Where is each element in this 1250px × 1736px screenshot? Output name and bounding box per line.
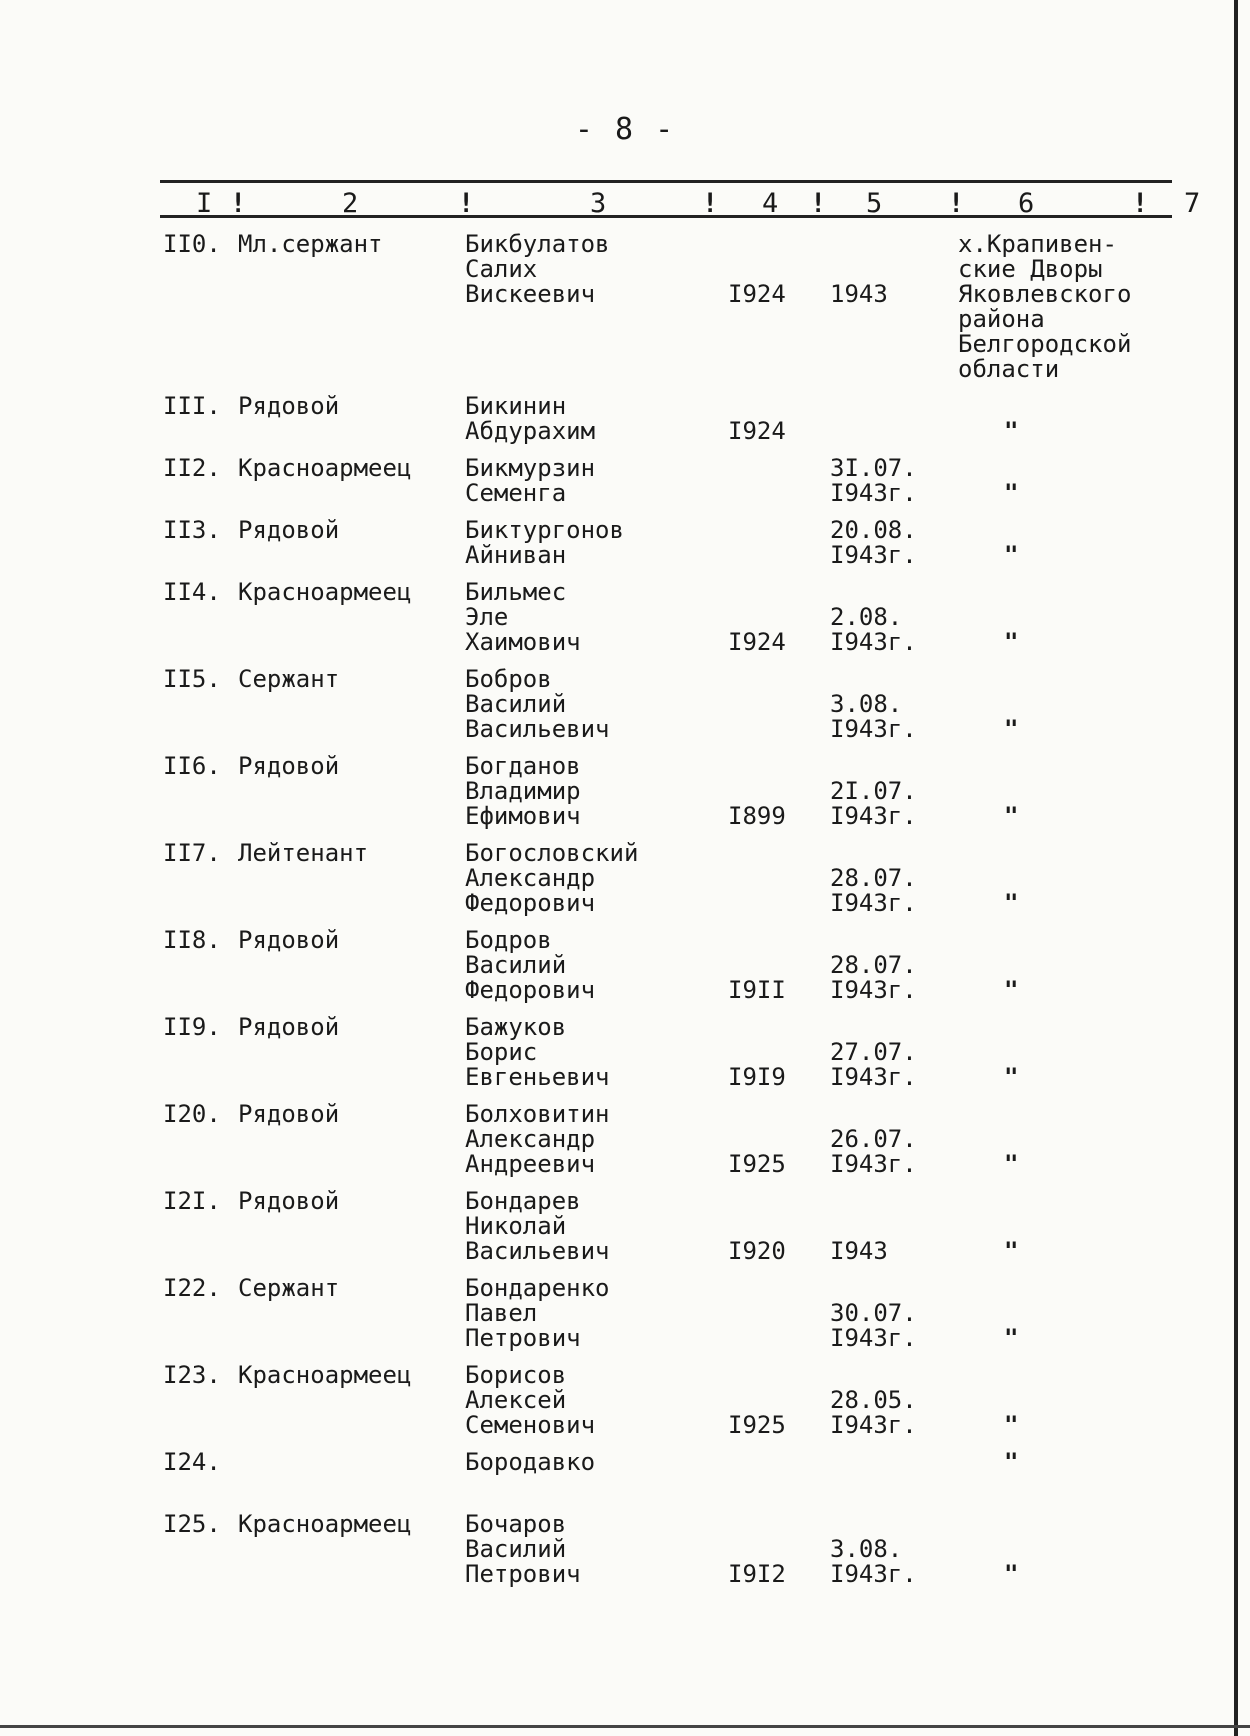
name-line: Богословский [465, 839, 639, 867]
death-date-line: I943г. [830, 802, 917, 830]
row-number: II4. [163, 578, 221, 606]
ditto-mark: " [1004, 1063, 1019, 1091]
name-line: Александр [465, 864, 596, 892]
row-number: I23. [163, 1361, 221, 1389]
name-line: Федорович [465, 889, 596, 917]
death-date-line: I943 [830, 1237, 888, 1265]
name-line: Василий [465, 951, 567, 979]
rank: Рядовой [238, 926, 340, 954]
column-header-2: 2 [342, 188, 359, 219]
rank: Рядовой [238, 1187, 340, 1215]
birth-year: I920 [728, 1237, 786, 1265]
rank: Красноармеец [238, 454, 412, 482]
name-line: Евгеньевич [465, 1063, 610, 1091]
row-number: I20. [163, 1100, 221, 1128]
death-date-line: I943г. [830, 541, 917, 569]
row-number: II2. [163, 454, 221, 482]
death-date-line: 28.07. [830, 951, 917, 979]
ditto-mark: " [1004, 802, 1019, 830]
ditto-mark: " [1004, 715, 1019, 743]
rank: Рядовой [238, 392, 340, 420]
name-line: Бикмурзин [465, 454, 596, 482]
rank: Красноармеец [238, 1510, 412, 1538]
rank: Рядовой [238, 516, 340, 544]
birth-year: I924 [728, 628, 786, 656]
birth-year: I9II [728, 976, 786, 1004]
name-line: Вискеевич [465, 280, 596, 308]
name-line: Бикбулатов [465, 230, 610, 258]
rank: Сержант [238, 1274, 340, 1302]
rank: Красноармеец [238, 578, 412, 606]
ditto-mark: " [1004, 1411, 1019, 1439]
ditto-mark: " [1004, 479, 1019, 507]
burial-place-line: района [958, 305, 1045, 333]
column-separator: ! [702, 188, 719, 219]
name-line: Владимир [465, 777, 581, 805]
row-number: II8. [163, 926, 221, 954]
name-line: Салих [465, 255, 538, 283]
name-line: Абдурахим [465, 417, 596, 445]
death-date-line: 2I.07. [830, 777, 917, 805]
name-line: Семенга [465, 479, 567, 507]
column-header-6: 6 [1018, 188, 1035, 219]
birth-year: I925 [728, 1411, 786, 1439]
name-line: Богданов [465, 752, 581, 780]
name-line: Бородавко [465, 1448, 596, 1476]
name-line: Бочаров [465, 1510, 567, 1538]
birth-year: I924 [728, 280, 786, 308]
rank: Сержант [238, 665, 340, 693]
burial-place-line: ские Дворы [958, 255, 1103, 283]
column-header-4: 4 [762, 188, 779, 219]
name-line: Бобров [465, 665, 552, 693]
row-number: II7. [163, 839, 221, 867]
name-line: Эле [465, 603, 509, 631]
name-line: Алексей [465, 1386, 567, 1414]
name-line: Борисов [465, 1361, 567, 1389]
ditto-mark: " [1004, 889, 1019, 917]
death-date-line: 28.07. [830, 864, 917, 892]
row-number: II0. [163, 230, 221, 258]
row-number: I2I. [163, 1187, 221, 1215]
name-line: Ефимович [465, 802, 581, 830]
name-line: Федорович [465, 976, 596, 1004]
death-date-line: 27.07. [830, 1038, 917, 1066]
burial-place-line: Белгородской [958, 330, 1132, 358]
page-bottom-line [0, 1725, 1250, 1728]
name-line: Васильевич [465, 715, 610, 743]
name-line: Василий [465, 690, 567, 718]
death-date-line: I943г. [830, 628, 917, 656]
row-number: I22. [163, 1274, 221, 1302]
name-line: Василий [465, 1535, 567, 1563]
ditto-mark: " [1004, 1560, 1019, 1588]
column-separator: ! [948, 188, 965, 219]
name-line: Бодров [465, 926, 552, 954]
row-number: I24. [163, 1448, 221, 1476]
name-line: Петрович [465, 1324, 581, 1352]
burial-place-line: области [958, 355, 1060, 383]
rank: Рядовой [238, 1013, 340, 1041]
name-line: Бондарев [465, 1187, 581, 1215]
name-line: Александр [465, 1125, 596, 1153]
birth-year: I925 [728, 1150, 786, 1178]
name-line: Бильмес [465, 578, 567, 606]
death-date-line: I943г. [830, 976, 917, 1004]
column-header-5: 5 [866, 188, 883, 219]
name-line: Бондаренко [465, 1274, 610, 1302]
rank: Красноармеец [238, 1361, 412, 1389]
column-separator: ! [458, 188, 475, 219]
birth-year: I9I2 [728, 1560, 786, 1588]
ditto-mark: " [1004, 1237, 1019, 1265]
rank: Мл.сержант [238, 230, 383, 258]
death-date-line: 20.08. [830, 516, 917, 544]
death-date-line: I943г. [830, 715, 917, 743]
ditto-mark: " [1004, 628, 1019, 656]
header-rule-top [160, 180, 1172, 183]
name-line: Андреевич [465, 1150, 596, 1178]
death-date-line: 2.08. [830, 603, 903, 631]
death-date-line: I943г. [830, 889, 917, 917]
death-date-line: 3.08. [830, 1535, 903, 1563]
name-line: Айниван [465, 541, 567, 569]
name-line: Борис [465, 1038, 538, 1066]
death-date-line: 1943 [830, 280, 888, 308]
ditto-mark: " [1004, 417, 1019, 445]
death-date-line: I943г. [830, 1324, 917, 1352]
name-line: Бажуков [465, 1013, 567, 1041]
death-date-line: 3I.07. [830, 454, 917, 482]
ditto-mark: " [1004, 541, 1019, 569]
death-date-line: 28.05. [830, 1386, 917, 1414]
ditto-mark: " [1004, 976, 1019, 1004]
page-number: - 8 - [574, 112, 676, 147]
ditto-mark: " [1004, 1150, 1019, 1178]
birth-year: I9I9 [728, 1063, 786, 1091]
rank: Лейтенант [238, 839, 369, 867]
name-line: Павел [465, 1299, 538, 1327]
row-number: III. [163, 392, 221, 420]
column-separator: ! [230, 188, 247, 219]
death-date-line: I943г. [830, 1063, 917, 1091]
row-number: I25. [163, 1510, 221, 1538]
column-header-3: 3 [590, 188, 607, 219]
burial-place-line: х.Крапивен- [958, 230, 1117, 258]
column-header-7: 7 [1184, 188, 1201, 219]
column-header-1: I [196, 188, 213, 219]
name-line: Болховитин [465, 1100, 610, 1128]
name-line: Хаимович [465, 628, 581, 656]
name-line: Бикинин [465, 392, 567, 420]
rank: Рядовой [238, 1100, 340, 1128]
column-separator: ! [1132, 188, 1149, 219]
page-edge-line [1234, 0, 1238, 1736]
name-line: Петрович [465, 1560, 581, 1588]
death-date-line: 3.08. [830, 690, 903, 718]
rank: Рядовой [238, 752, 340, 780]
name-line: Васильевич [465, 1237, 610, 1265]
death-date-line: 26.07. [830, 1125, 917, 1153]
name-line: Семенович [465, 1411, 596, 1439]
row-number: II5. [163, 665, 221, 693]
birth-year: I899 [728, 802, 786, 830]
name-line: Николай [465, 1212, 567, 1240]
death-date-line: I943г. [830, 1411, 917, 1439]
death-date-line: I943г. [830, 1150, 917, 1178]
death-date-line: I943г. [830, 479, 917, 507]
row-number: II6. [163, 752, 221, 780]
column-separator: ! [810, 188, 827, 219]
birth-year: I924 [728, 417, 786, 445]
death-date-line: I943г. [830, 1560, 917, 1588]
death-date-line: 30.07. [830, 1299, 917, 1327]
row-number: II3. [163, 516, 221, 544]
burial-place-line: Яковлевского [958, 280, 1132, 308]
ditto-mark: " [1004, 1324, 1019, 1352]
ditto-mark: " [1004, 1448, 1019, 1476]
name-line: Биктургонов [465, 516, 624, 544]
row-number: II9. [163, 1013, 221, 1041]
